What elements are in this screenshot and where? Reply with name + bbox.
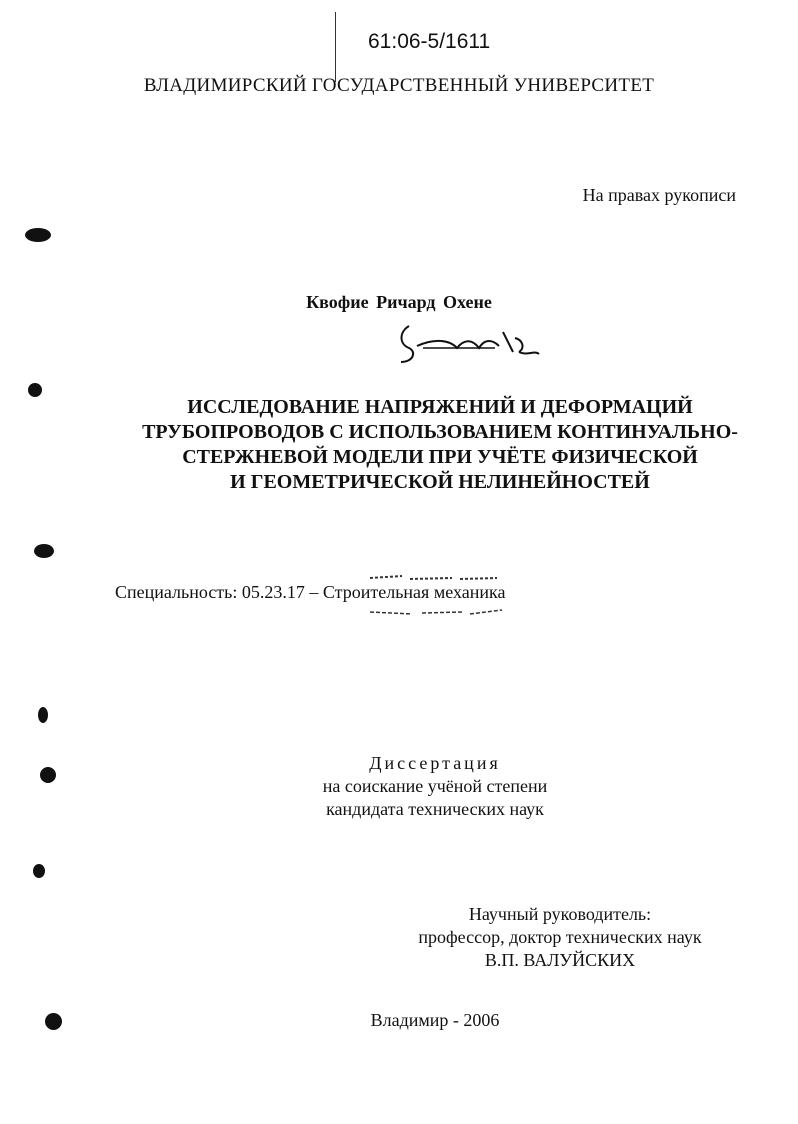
catalog-rule <box>335 12 336 82</box>
title-line: И ГЕОМЕТРИЧЕСКОЙ НЕЛИНЕЙНОСТЕЙ <box>230 471 650 493</box>
advisor-name: В.П. ВАЛУЙСКИХ <box>484 950 636 970</box>
advisor-block <box>395 903 725 972</box>
advisor-position: профессор, доктор технических наук <box>418 927 702 947</box>
university-name: ВЛАДИМИРСКИЙ ГОСУДАРСТВЕННЫЙ УНИВЕРСИТЕТ <box>143 75 655 96</box>
city-year: Владимир - 2006 <box>370 1010 500 1030</box>
scan-hole-mark <box>33 864 45 878</box>
scan-hole-mark <box>28 383 42 397</box>
scan-hole-mark <box>25 228 51 242</box>
advisor-label: Научный руководитель: <box>468 904 652 924</box>
scan-hole-mark <box>38 707 48 723</box>
specialty: Специальность: 05.23.17 – Строительная механика <box>115 582 506 602</box>
scan-hole-mark <box>34 544 54 558</box>
dissertation-heading: Диссертация <box>369 753 501 773</box>
scan-hole-mark <box>40 767 56 783</box>
catalog-code: 61:06-5/1611 <box>368 30 491 53</box>
dissertation-block <box>300 752 570 821</box>
rights-note: На правах рукописи <box>582 185 736 205</box>
degree-line-1: на соискание учёной степени <box>322 776 548 796</box>
title-line: ИССЛЕДОВАНИЕ НАПРЯЖЕНИЙ И ДЕФОРМАЦИЙ <box>187 396 693 418</box>
title-line: СТЕРЖНЕВОЙ МОДЕЛИ ПРИ УЧЁТЕ ФИЗИЧЕСКОЙ <box>182 446 698 468</box>
author-name: Квофие Ричард Охене <box>306 292 492 312</box>
signature <box>395 318 545 368</box>
scan-hole-mark <box>45 1013 62 1030</box>
dissertation-title <box>0 395 798 495</box>
degree-line-2: кандидата технических наук <box>326 799 544 819</box>
title-line: ТРУБОПРОВОДОВ С ИСПОЛЬЗОВАНИЕМ КОНТИНУАЛЬНО- <box>142 421 738 443</box>
